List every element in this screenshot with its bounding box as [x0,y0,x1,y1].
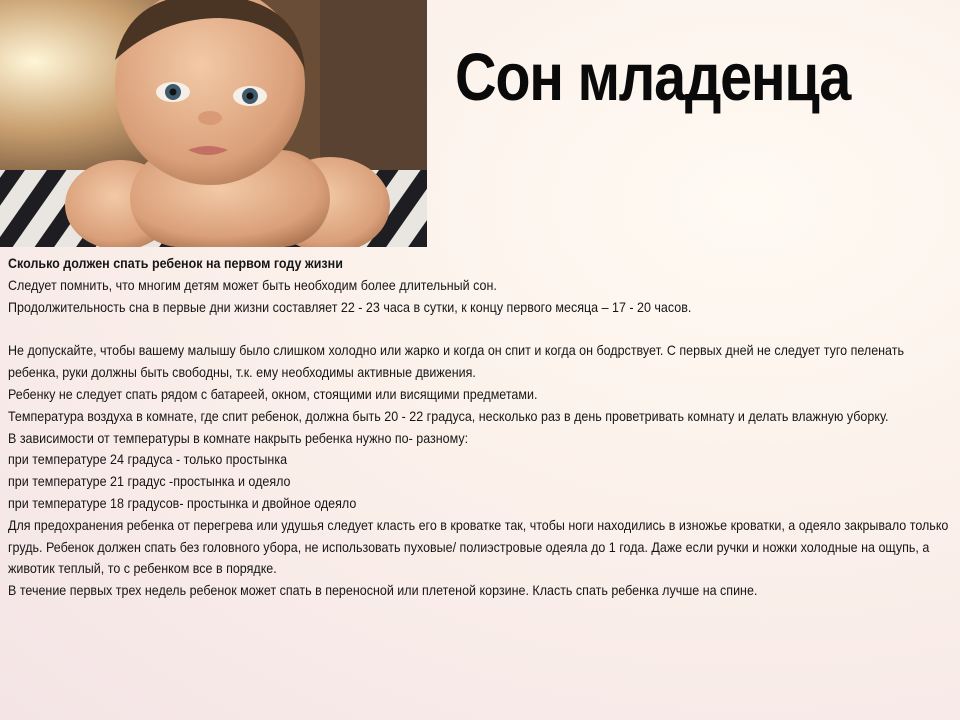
paragraph: В течение первых трех недель ребенок может спать в переносной или плетеной корзине. Класть спать ребенка лучше на спине. [8,583,758,599]
paragraph: В зависимости от температуры в комнате накрыть ребенка нужно по- разному: [8,430,469,446]
baby-illustration [0,0,427,247]
spacer [8,318,956,340]
list-item: при температуре 21 градус -простынка и одеяло [8,474,291,490]
article-body [8,253,956,602]
baby-photo [0,0,427,247]
paragraph: Продолжительность сна в первые дни жизни составляет 22 - 23 часа в сутки, к концу первого месяца – 17 - 20 часов. [8,299,692,315]
paragraph: Ребенку не следует спать рядом с батареей, окном, стоящими или висящими предметами. [8,386,538,402]
paragraph: Следует помнить, что многим детям может быть необходим более длительный сон. [8,277,497,293]
list-item: при температуре 24 градуса - только простынка [8,452,288,468]
list-item: при температуре 18 градусов- простынка и двойное одеяло [8,495,357,511]
paragraph: Температура воздуха в комнате, где спит ребенок, должна быть 20 - 22 градуса, несколько раз в день проветривать комнату и делать влажную уборку. [8,408,889,424]
page-title: Сон младенца [455,40,851,115]
section-heading: Сколько должен спать ребенок на первом году жизни [8,256,343,271]
paragraph: Не допускайте, чтобы вашему малышу было слишком холодно или жарко и когда он спит и когда он бодрствует. С первых дней не следует туго пеленать ребенка, руки должны быть свободны, т.к. ему необходимы активные движения. [8,343,904,381]
paragraph: Для предохранения ребенка от перегрева или удушья следует класть его в кроватке так, чтобы ноги находились в изножье кроватки, а одеяло закрывало только грудь. Ребенок должен спать без головного убора, не использовать пуховые/ полиэстровые одеяла до 1 года. Даже если ручки и ножки холодные на ощупь, а животик теплый, то с ребенком все в порядке. [8,517,949,577]
